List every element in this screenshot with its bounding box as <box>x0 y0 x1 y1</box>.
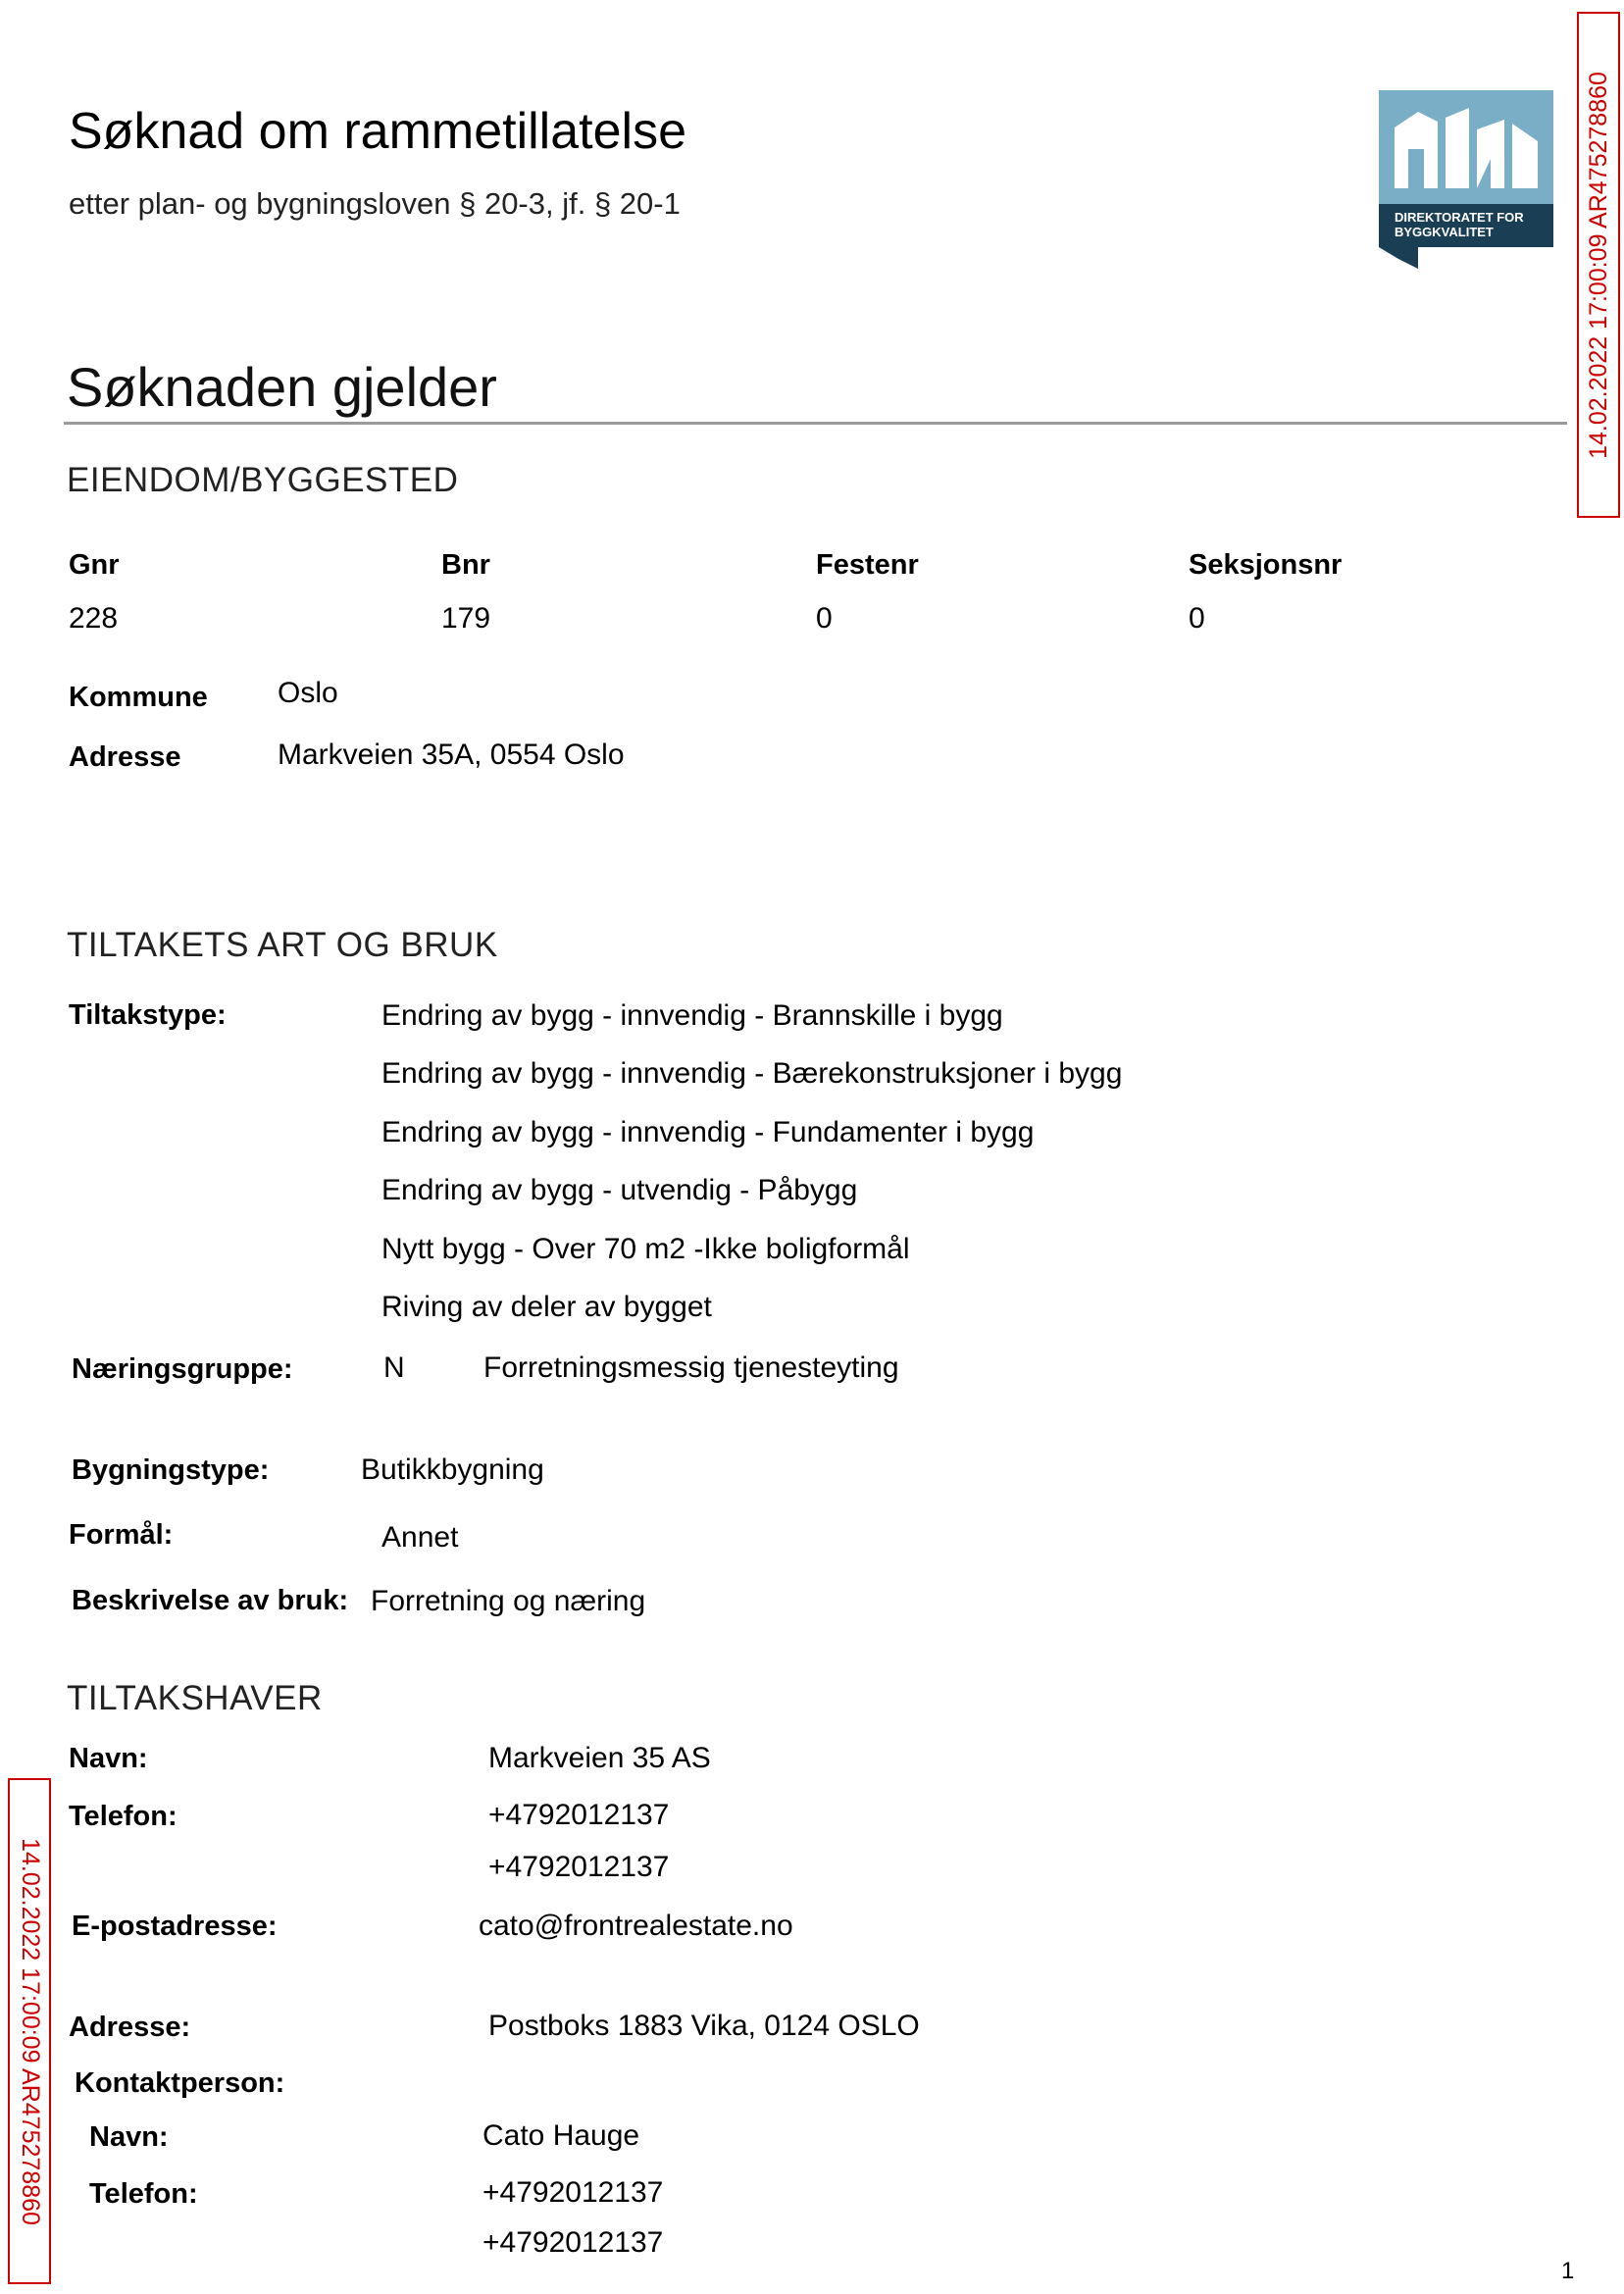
beskrivelse-bruk-label: Beskrivelse av bruk: <box>72 1585 349 1616</box>
tiltakshaver-telefon-label: Telefon: <box>69 1801 178 1832</box>
logo-text: DIREKTORATET FOR BYGGKVALITET <box>1379 204 1553 247</box>
naeringsgruppe-code: N <box>383 1351 405 1384</box>
property-heading: EIENDOM/BYGGESTED <box>67 461 459 499</box>
timestamp-stamp-right <box>1577 12 1620 518</box>
stamp-text: 14.02.2022 17:00:09 AR475278860 <box>1584 71 1612 459</box>
tiltakshaver-navn-value: Markveien 35 AS <box>488 1742 711 1774</box>
tiltakstype-item: Endring av bygg - innvendig - Fundamenter i bygg <box>381 1116 1035 1148</box>
seksjonsnr-label: Seksjonsnr <box>1189 549 1343 581</box>
formal-label: Formål: <box>69 1519 174 1551</box>
tiltakshaver-telefon-value: +4792012137 <box>488 1799 670 1831</box>
epost-label: E-postadresse: <box>72 1911 278 1942</box>
tiltakstype-item: Endring av bygg - innvendig - Bærekonstruksjoner i bygg <box>381 1057 1123 1090</box>
tiltakshaver-adresse-label: Adresse: <box>69 2012 191 2043</box>
tiltakshaver-adresse-value: Postboks 1883 Vika, 0124 OSLO <box>488 2010 920 2042</box>
kommune-value: Oslo <box>278 677 338 709</box>
adresse-label: Adresse <box>69 741 181 773</box>
formal-value: Annet <box>381 1521 459 1554</box>
seksjonsnr-value: 0 <box>1189 602 1205 635</box>
timestamp-stamp-left <box>8 1778 51 2284</box>
kommune-label: Kommune <box>69 682 208 713</box>
tiltakshaver-telefon-value: +4792012137 <box>488 1851 670 1883</box>
logo-flag-icon <box>1379 247 1418 269</box>
tiltakstype-item: Endring av bygg - utvendig - Påbygg <box>381 1174 858 1206</box>
bnr-label: Bnr <box>441 549 490 581</box>
naeringsgruppe-value: Forretningsmessig tjenesteyting <box>483 1351 899 1384</box>
festenr-label: Festenr <box>816 549 919 581</box>
page-number: 1 <box>1561 2258 1575 2284</box>
epost-value: cato@frontrealestate.no <box>479 1910 793 1942</box>
document-title: Søknad om rammetillatelse <box>69 103 686 160</box>
kontaktperson-label: Kontaktperson: <box>75 2067 285 2099</box>
tiltakstype-item: Endring av bygg - innvendig - Brannskille i bygg <box>381 999 1003 1032</box>
building-icon <box>1379 90 1553 204</box>
naeringsgruppe-label: Næringsgruppe: <box>72 1353 293 1385</box>
tiltakshaver-heading: TILTAKSHAVER <box>67 1679 323 1717</box>
stamp-text: 14.02.2022 17:00:09 AR475278860 <box>16 1837 44 2225</box>
document-subtitle: etter plan- og bygningsloven § 20-3, jf. § 20-1 <box>69 186 681 221</box>
bygningstype-label: Bygningstype: <box>72 1454 270 1486</box>
tiltakstype-item: Nytt bygg - Over 70 m2 -Ikke boligformål <box>381 1233 910 1265</box>
kontakt-telefon-label: Telefon: <box>89 2178 198 2210</box>
tiltakstype-label: Tiltakstype: <box>69 999 227 1031</box>
section-divider <box>64 422 1567 425</box>
kontakt-telefon-value: +4792012137 <box>482 2176 664 2209</box>
tiltak-heading: TILTAKETS ART OG BRUK <box>67 926 498 964</box>
beskrivelse-bruk-value: Forretning og næring <box>371 1585 646 1617</box>
kontakt-navn-value: Cato Hauge <box>482 2119 640 2152</box>
section-heading-soknaden: Søknaden gjelder <box>67 356 497 418</box>
festenr-value: 0 <box>816 602 833 635</box>
kontakt-navn-label: Navn: <box>89 2121 169 2153</box>
logo-graphic <box>1379 90 1553 204</box>
gnr-label: Gnr <box>69 549 120 581</box>
bnr-value: 179 <box>441 602 491 635</box>
kontakt-telefon-value: +4792012137 <box>482 2226 664 2259</box>
tiltakstype-item: Riving av deler av bygget <box>381 1291 712 1323</box>
gnr-value: 228 <box>69 602 119 635</box>
bygningstype-value: Butikkbygning <box>361 1453 544 1486</box>
tiltakshaver-navn-label: Navn: <box>69 1743 148 1774</box>
dibk-logo <box>1379 90 1553 277</box>
adresse-value: Markveien 35A, 0554 Oslo <box>278 739 625 771</box>
